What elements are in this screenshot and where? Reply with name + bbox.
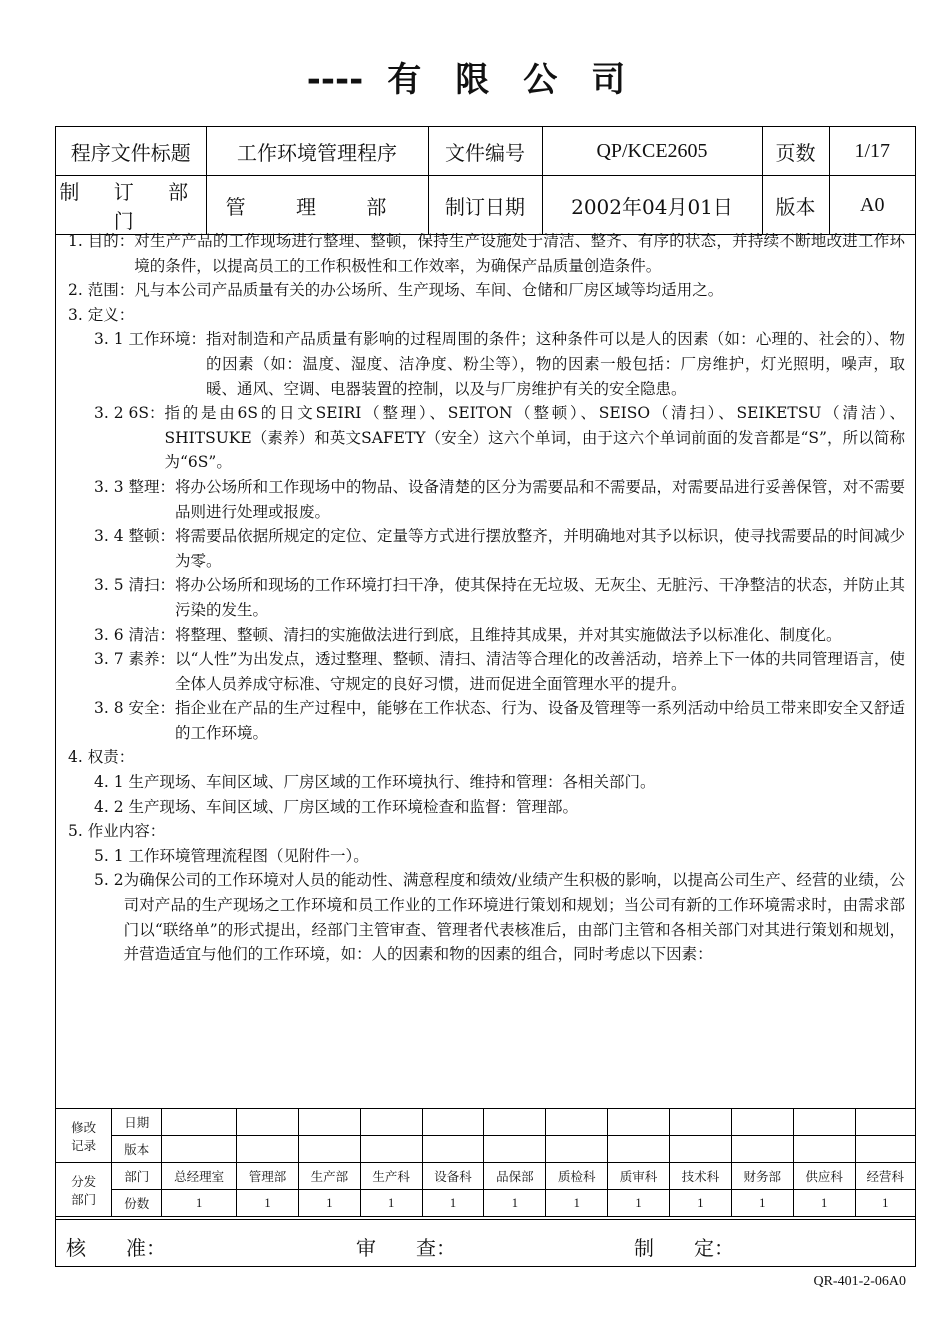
copies-cell: 1 (484, 1190, 546, 1217)
version-label: 版本 (762, 176, 829, 235)
revision-date-row (56, 1109, 915, 1136)
review-label: 审 查： (356, 1236, 456, 1260)
def-safety: 3. 8 安全： 指企业在产品的生产过程中，能够在工作状态、行为、设备及管理等一系列活动中给员工带来即安全又舒适的工作环境。 (94, 699, 905, 742)
dept-cell: 经营科 (855, 1163, 915, 1190)
dept-cell: 生产科 (360, 1163, 422, 1190)
title-dashes: ---- (306, 60, 364, 100)
dept-header: 部门 (112, 1163, 162, 1190)
section-definitions: 3. 定义： (68, 305, 135, 324)
copies-cell: 1 (731, 1190, 793, 1217)
dept-cell: 财务部 (731, 1163, 793, 1190)
issue-date-label: 制订日期 (428, 176, 542, 235)
header-row-2 (56, 176, 915, 235)
header-table (56, 127, 915, 235)
revision-version-row (56, 1136, 915, 1163)
revision-distribution-table (56, 1108, 915, 1217)
copies-cell: 1 (237, 1190, 299, 1217)
section-responsibility: 4. 权责： (68, 748, 135, 767)
issue-date-value: 2002年04月01日 (542, 176, 762, 235)
copies-cell: 1 (855, 1190, 915, 1217)
doc-title-value: 工作环境管理程序 (206, 127, 428, 176)
resp-4-2: 4. 2 生产现场、车间区域、厂房区域的工作环境检查和监督：管理部。 (94, 797, 579, 816)
document-body (56, 229, 915, 1109)
distribution-dept-row (56, 1163, 915, 1190)
dept-cell: 供应科 (793, 1163, 855, 1190)
proc-5-1: 5. 1 工作环境管理流程图（见附件一）。 (94, 846, 369, 865)
dept-cell: 技术科 (669, 1163, 731, 1190)
copies-cell: 1 (360, 1190, 422, 1217)
dept-cell: 设备科 (422, 1163, 484, 1190)
form-code: QR-401-2-06A0 (813, 1274, 906, 1289)
def-work-environment: 3. 1 工作环境： 指对制造和产品质量有影响的过程周围的条件；这种条件可以是人的因素（如：心理的、社会的）、物的因素（如：温度、湿度、洁净度、粉尘等），物的因素一般包括：厂房维护，灯光照明，噪声，取暖、通风、空调、电器装置的控制，以及与厂房维护有关的安全隐患。 (94, 330, 905, 398)
distribution-copies-row (56, 1190, 915, 1217)
company-title: ---- 有 限 公 司 (306, 60, 628, 100)
document-frame (55, 126, 916, 1267)
copies-header: 份数 (112, 1190, 162, 1217)
resp-4-1: 4. 1 生产现场、车间区域、厂房区域的工作环境执行、维持和管理：各相关部门。 (94, 773, 656, 792)
def-seiri: 3. 3 整理： 将办公场所和工作现场中的物品、设备清楚的区分为需要品和不需要品，对需要品进行妥善保管，对不需要品则进行处理或报废。 (94, 477, 905, 521)
revision-record-label: 修改 记录 (56, 1109, 112, 1163)
def-6s: 3. 2 6S： 指的是由6S的日文SEIRI（整理）、SEITON（整顿）、SEISO（清扫）、SEIKETSU（清洁）、SHITSUKE（素养）和英文SAFETY（安全）这六个单词，由于这六个单词前面的发音都是“S”，所以简称为“6S”。 (94, 404, 905, 472)
revision-date-label: 日期 (112, 1109, 162, 1136)
dept-cell: 品保部 (484, 1163, 546, 1190)
def-seiso: 3. 5 清扫： 将办公场所和现场的工作环境打扫干净，使其保持在无垃圾、无灰尘、无脏污、干净整洁的状态，并防止其污染的发生。 (94, 576, 905, 619)
copies-cell: 1 (669, 1190, 731, 1217)
section-scope: 2. 范围： 凡与本公司产品质量有关的办公场所、生产现场、车间、仓储和厂房区域等均适用之。 (68, 281, 724, 300)
copies-cell: 1 (422, 1190, 484, 1217)
def-seiketsu: 3. 6 清洁： 将整理、整顿、清扫的实施做法进行到底，且维持其成果，并对其实施做法予以标准化、制度化。 (94, 625, 842, 644)
dept-cell: 质审科 (608, 1163, 670, 1190)
section-purpose: 1. 目的： 对生产产品的工作现场进行整理、整顿，保持生产设施处于清洁、整齐、有序的状态，并持续不断地改进工作环境的条件，以提高员工的工作积极性和工作效率，为确保产品质量创造条件。 (68, 232, 905, 275)
copies-cell: 1 (162, 1190, 237, 1217)
dept-cell: 质检科 (546, 1163, 608, 1190)
proc-5-2: 5. 2 为确保公司的工作环境对人员的能动性、满意程度和绩效/业绩产生积极的影响，以提高公司生产、经营的业绩，公司对产品的生产现场之工作环境和员工作业的工作环境进行策划和规划；当公司有新的工作环境需求时，由需求部门以“联络单”的形式提出，经部门主管审查、管理者代表核准后，由部门主管和各相关部门对其进行策划和规划，并营造适宜与他们的工作环境，如：人的因素和物的因素的组合，同时考虑以下因素： (94, 871, 905, 964)
def-seiton: 3. 4 整顿： 将需要品依据所规定的定位、定量等方式进行摆放整齐，并明确地对其予以标识，使寻找需要品的时间减少为零。 (94, 527, 905, 570)
page-count-label: 页数 (762, 127, 829, 176)
distribution-label: 分发 部门 (56, 1163, 112, 1217)
copies-cell: 1 (298, 1190, 360, 1217)
doc-title-label: 程序文件标题 (56, 127, 206, 176)
copies-cell: 1 (793, 1190, 855, 1217)
doc-number-label: 文件编号 (428, 127, 542, 176)
signature-row (56, 1219, 915, 1268)
header-row-1 (56, 127, 915, 176)
copies-cell: 1 (546, 1190, 608, 1217)
dept-label: 制 订 部 门 (56, 176, 206, 235)
section-procedure: 5. 作业内容： (68, 822, 166, 841)
revision-version-label: 版本 (112, 1136, 162, 1163)
dept-value: 管 理 部 (206, 176, 428, 235)
prepare-label: 制 定： (634, 1236, 734, 1260)
dept-cell: 管理部 (237, 1163, 299, 1190)
dept-cell: 总经理室 (162, 1163, 237, 1190)
def-shitsuke: 3. 7 素养： 以“人性”为出发点，透过整理、整顿、清扫、清洁等合理化的改善活动，培养上下一体的共同管理语言，使全体人员养成守标准、守规定的良好习惯，进而促进全面管理水平的提升。 (94, 650, 905, 693)
version-value: A0 (829, 176, 915, 235)
doc-number-value: QP/KCE2605 (542, 127, 762, 176)
copies-cell: 1 (608, 1190, 670, 1217)
page-count-value: 1/17 (829, 127, 915, 176)
dept-cell: 生产部 (298, 1163, 360, 1190)
approve-label: 核 准： (66, 1236, 166, 1260)
